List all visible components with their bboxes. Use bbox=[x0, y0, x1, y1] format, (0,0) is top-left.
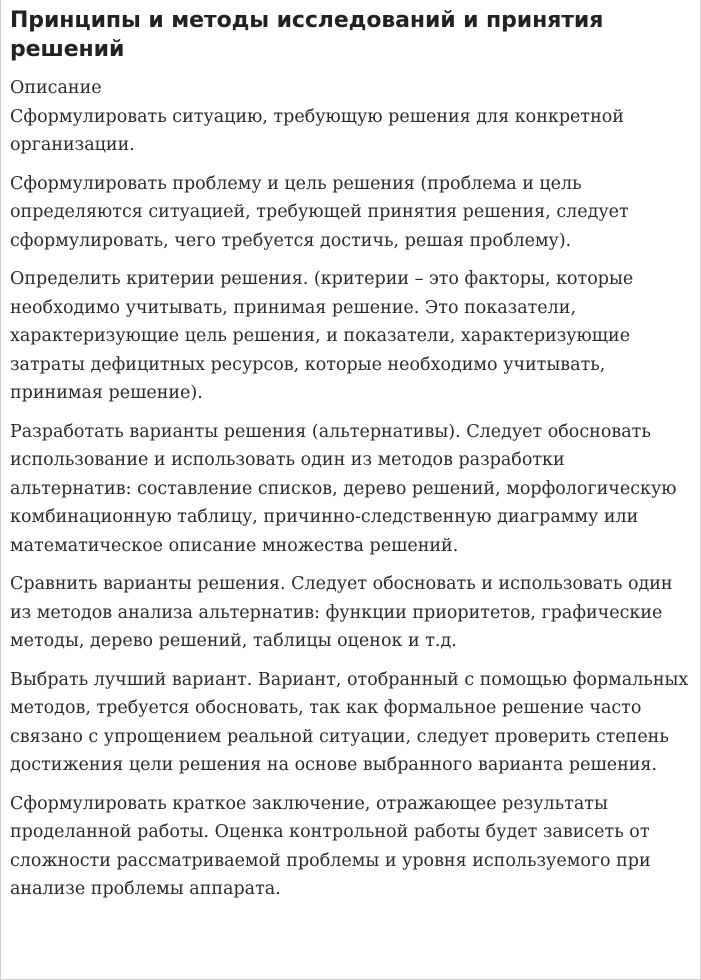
page-title: Принципы и методы исследований и принятия решений bbox=[10, 8, 604, 62]
paragraph-compare: Сравнить варианты решения. Следует обосновать и использовать один из методов анализа альтернатив: функции приоритетов, графические методы, дерево решений, таблицы оценок и т.д. bbox=[10, 574, 673, 651]
paragraph-choose-best: Выбрать лучший вариант. Вариант, отобранный с помощью формальных методов, требуется обосновать, так как формальное решение часто связано с упрощением реальной ситуации, следует проверить степень достижения цели решения на основе выбранного варианта решения. bbox=[10, 669, 689, 775]
paragraph-conclusion: Сформулировать краткое заключение, отражающее результаты проделанной работы. Оценка контрольной работы будет зависеть от сложности рассматриваемой проблемы и уровня используемого при анализе проблемы аппарата. bbox=[10, 793, 651, 899]
paragraph-problem-goal: Сформулировать проблему и цель решения (проблема и цель определяются ситуацией, требующей принятия решения, следует сформулировать, чего требуется достичь, решая проблему). bbox=[10, 173, 629, 251]
paragraph-alternatives: Разработать варианты решения (альтернативы). Следует обосновать использование и использовать один из методов разработки альтернатив: составление списков, дерево решений, морфологическую комбинационную таблицу, причинно-следственную диаграмму или математическое описание множества решений. bbox=[10, 421, 677, 556]
paragraph-situation: Сформулировать ситуацию, требующую решения для конкретной организации. bbox=[10, 106, 624, 155]
paragraph-criteria: Определить критерии решения. (критерии – это факторы, которые необходимо учитывать, принимая решение. Это показатели, характеризующие цель решения, и показатели, характеризующие затраты дефицитных ресурсов, которые необходимо учитывать, принимая решение). bbox=[10, 269, 634, 403]
description-label: Описание bbox=[10, 78, 102, 98]
